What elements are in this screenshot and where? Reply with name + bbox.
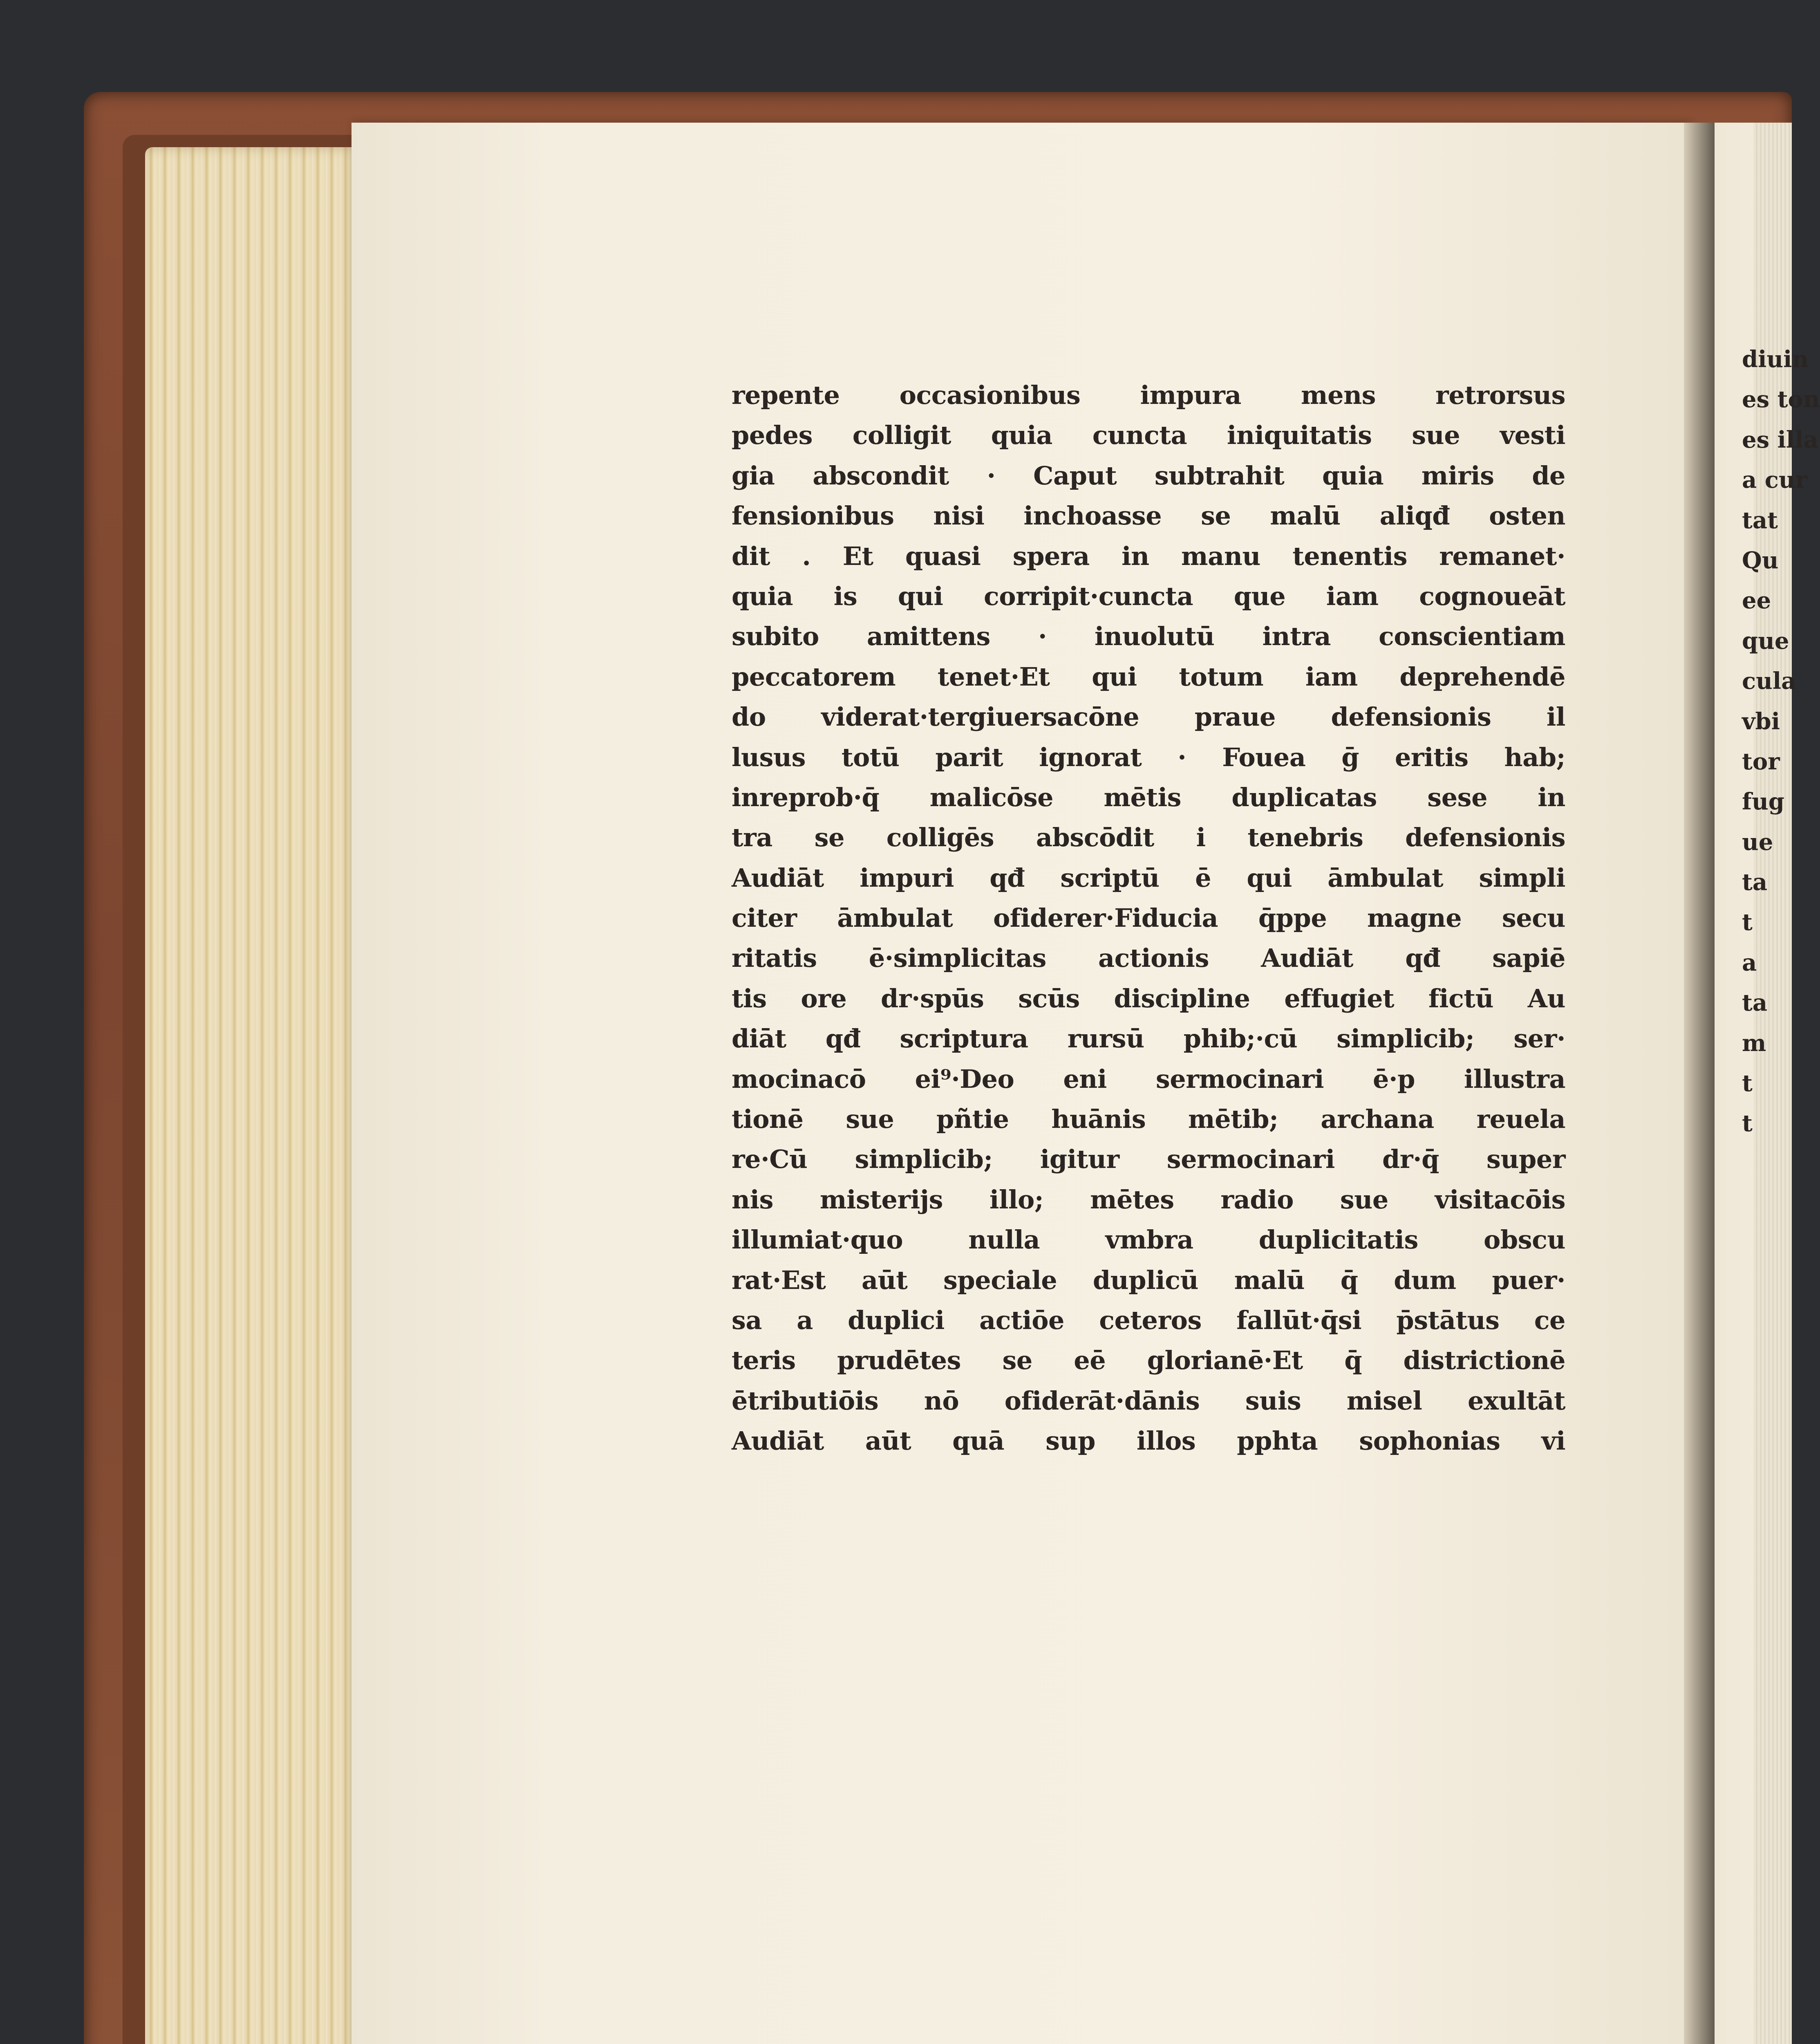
text-line: diāt qđ scriptura rursū phib;·cū simplicib; ser· [732, 1024, 1565, 1054]
recto-text-fragments [1742, 339, 1820, 1144]
text-line: dit . Et quasi spera in manu tenentis remanet· [732, 541, 1565, 571]
recto-line: cula [1742, 668, 1796, 695]
text-line: sa a duplici actiōe ceteros fallūt·q̄si p̄stātus ce [732, 1305, 1565, 1335]
text-line: gia abscondit · Caput subtrahit quia miris de [732, 460, 1565, 491]
recto-line: t [1742, 909, 1753, 936]
recto-line: vbi [1742, 708, 1780, 735]
text-line: inreprob·q̄ malicōse mētis duplicatas sese in [732, 782, 1565, 812]
text-line: rat·Est aūt speciale duplicū malū q̄ dum puer· [732, 1265, 1565, 1295]
recto-line: que [1742, 627, 1789, 654]
text-line: Audiāt impuri qđ scriptū ē qui āmbulat simpli [732, 863, 1565, 893]
text-line: repente occasionibus impura mens retrorsus [732, 380, 1565, 410]
text-line: tra se colligēs abscōdit i tenebris defensionis [732, 823, 1565, 853]
text-line: ētributiōis nō ofiderāt·dānis suis misel exultāt [732, 1385, 1565, 1416]
gutter [1684, 123, 1717, 2044]
recto-line: ta [1742, 869, 1768, 896]
text-line: re·Cū simplicib; igitur sermocinari dr·q̄ super [732, 1144, 1565, 1174]
recto-line: a [1742, 949, 1757, 976]
page-edges [145, 147, 358, 2044]
text-line: quia is qui corripit·cuncta que iam cognoueāt [732, 581, 1565, 611]
recto-line: ta [1742, 989, 1768, 1017]
recto-line: a cur [1742, 466, 1808, 494]
recto-line: tat [1742, 507, 1778, 534]
recto-line: tor [1742, 748, 1780, 775]
recto-line: t [1742, 1070, 1753, 1097]
text-line: do viderat·tergiuersacōne praue defensionis il [732, 702, 1565, 732]
text-line: tis ore dr·spūs scūs discipline effugiet fictū Au [732, 983, 1565, 1013]
text-line: citer āmbulat ofiderer·Fiducia q̄ppe magne secu [732, 903, 1565, 933]
verso-text-block [732, 375, 1565, 1461]
text-line: teris prudētes se eē glorianē·Et q̄ districtionē [732, 1345, 1565, 1376]
text-line: tionē sue pñtie huānis mētib; archana reuela [732, 1104, 1565, 1134]
recto-line: fug [1742, 788, 1784, 816]
recto-line: t [1742, 1110, 1753, 1137]
text-line: lusus totū parit ignorat · Fouea ḡ eritis hab; [732, 742, 1565, 772]
recto-line: m [1742, 1029, 1766, 1057]
recto-line: ue [1742, 828, 1773, 856]
text-line: fensionibus nisi inchoasse se malū aliqđ osten [732, 501, 1565, 531]
recto-line: Qu [1742, 547, 1779, 574]
recto-line: es illa [1742, 426, 1818, 453]
text-line: illumiat·quo nulla vmbra duplicitatis obscu [732, 1225, 1565, 1255]
text-line: nis misterijs illo; mētes radio sue visitacōis [732, 1184, 1565, 1215]
text-line: ritatis ē·simplicitas actionis Audiāt qđ sapiē [732, 943, 1565, 973]
recto-line: ee [1742, 587, 1771, 614]
text-line: Audiāt aūt quā sup illos pphta sophonias vi [732, 1426, 1565, 1456]
text-line: subito amittens · inuolutū intra conscientiam [732, 621, 1565, 652]
text-line: peccatorem tenet·Et qui totum iam deprehendē [732, 661, 1565, 692]
text-line: pedes colligit quia cuncta iniquitatis sue vesti [732, 420, 1565, 450]
recto-line: diuin [1742, 346, 1809, 373]
text-line: mocinacō ei⁹·Deo eni sermocinari ē·p illustra [732, 1064, 1565, 1094]
recto-line: es ton [1742, 386, 1820, 413]
